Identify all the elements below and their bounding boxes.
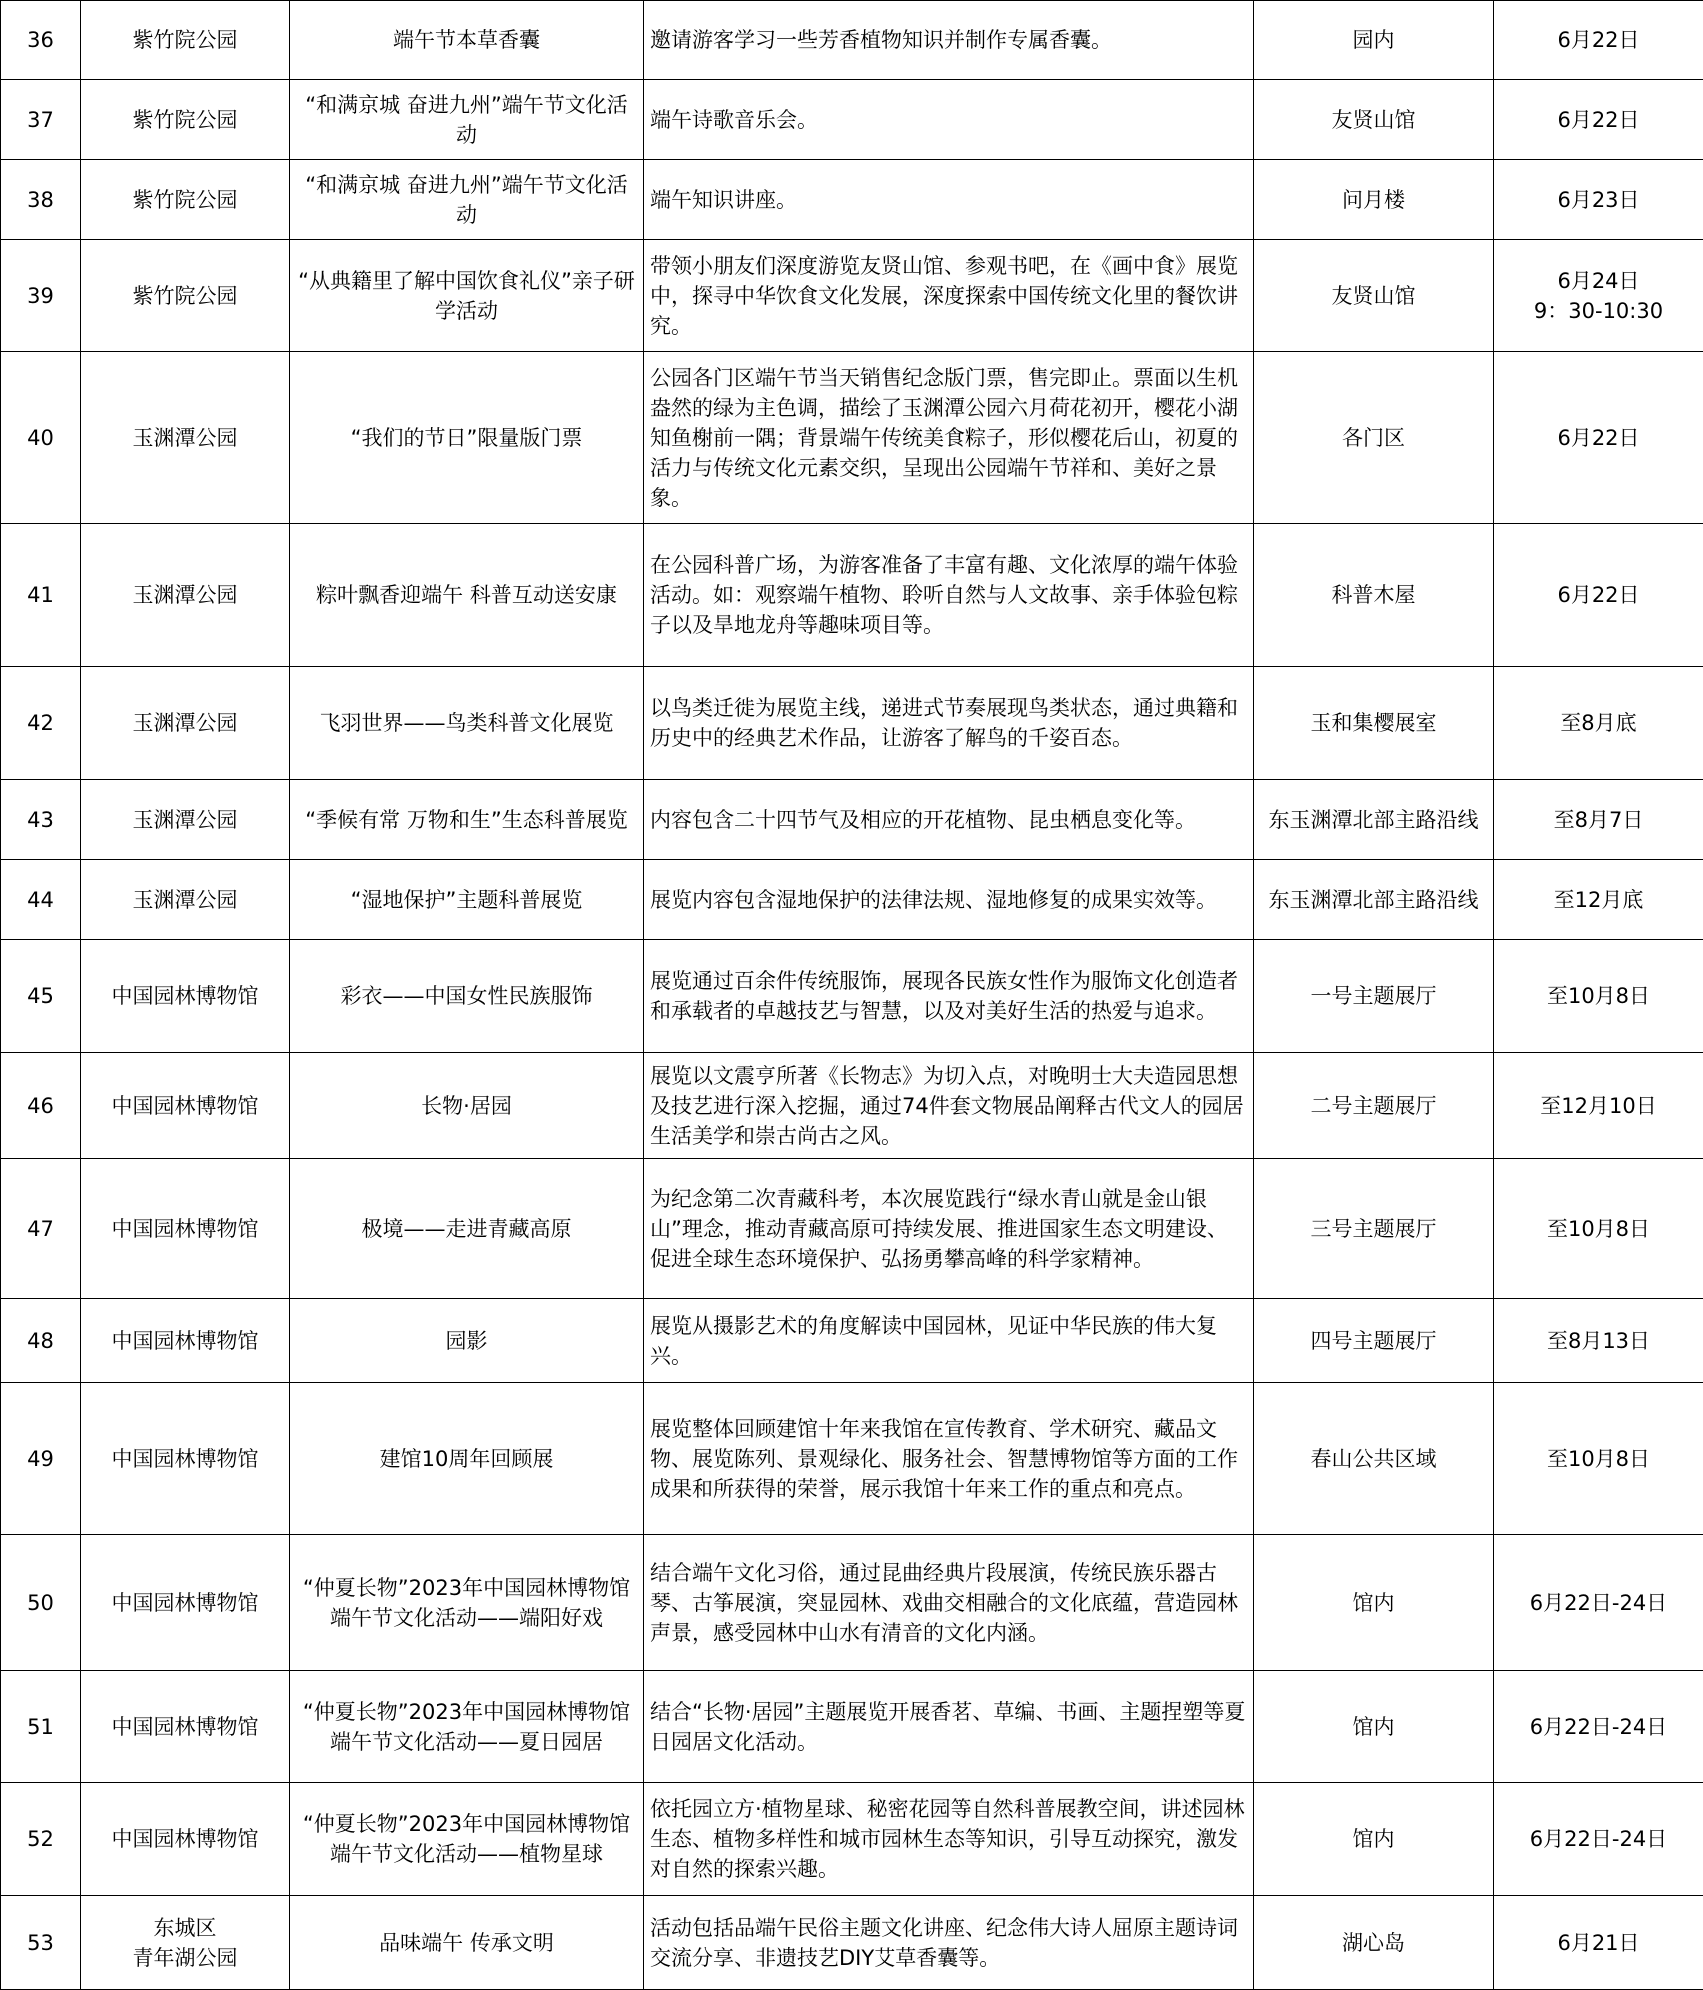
row-number: 50 [1, 1535, 81, 1671]
activity-location: 春山公共区域 [1254, 1383, 1494, 1535]
activity-name: “仲夏长物”2023年中国园林博物馆端午节文化活动——植物星球 [290, 1783, 644, 1896]
venue-name: 中国园林博物馆 [81, 1159, 290, 1299]
activity-content: 结合端午文化习俗，通过昆曲经典片段展演，传统民族乐器古琴、古筝展演，突显园林、戏曲交相融合的文化底蕴，营造园林声景，感受园林中山水有清音的文化内涵。 [644, 1535, 1254, 1671]
activity-name: “和满京城 奋进九州”端午节文化活动 [290, 160, 644, 240]
activity-location: 馆内 [1254, 1535, 1494, 1671]
row-number: 37 [1, 80, 81, 160]
venue-name: 中国园林博物馆 [81, 1383, 290, 1535]
activity-location: 二号主题展厅 [1254, 1053, 1494, 1159]
venue-name: 紫竹院公园 [81, 1, 290, 80]
activity-location: 湖心岛 [1254, 1896, 1494, 1990]
table-row [1, 240, 1703, 352]
activity-time: 6月22日-24日 [1494, 1535, 1703, 1671]
activity-time: 6月22日 [1494, 1, 1703, 80]
table-row [1, 160, 1703, 240]
venue-name: 中国园林博物馆 [81, 940, 290, 1053]
activity-name: 彩衣——中国女性民族服饰 [290, 940, 644, 1053]
row-number: 53 [1, 1896, 81, 1990]
row-number: 46 [1, 1053, 81, 1159]
activity-name: 长物·居园 [290, 1053, 644, 1159]
activity-name: “湿地保护”主题科普展览 [290, 860, 644, 940]
activity-name: “我们的节日”限量版门票 [290, 352, 644, 524]
row-number: 39 [1, 240, 81, 352]
activity-location: 友贤山馆 [1254, 80, 1494, 160]
activity-name: “季候有常 万物和生”生态科普展览 [290, 780, 644, 860]
table-row [1, 1671, 1703, 1783]
activity-content: 展览以文震亨所著《长物志》为切入点，对晚明士大夫造园思想及技艺进行深入挖掘，通过74件套文物展品阐释古代文人的园居生活美学和崇古尚古之风。 [644, 1053, 1254, 1159]
row-number: 51 [1, 1671, 81, 1783]
activity-name: “仲夏长物”2023年中国园林博物馆端午节文化活动——夏日园居 [290, 1671, 644, 1783]
venue-name: 中国园林博物馆 [81, 1053, 290, 1159]
row-number: 36 [1, 1, 81, 80]
row-number: 45 [1, 940, 81, 1053]
activity-name: “仲夏长物”2023年中国园林博物馆端午节文化活动——端阳好戏 [290, 1535, 644, 1671]
activity-content: 为纪念第二次青藏科考，本次展览践行“绿水青山就是金山银山”理念，推动青藏高原可持续发展、推进国家生态文明建设、促进全球生态环境保护、弘扬勇攀高峰的科学家精神。 [644, 1159, 1254, 1299]
row-number: 42 [1, 667, 81, 780]
activity-name: 建馆10周年回顾展 [290, 1383, 644, 1535]
row-number: 49 [1, 1383, 81, 1535]
venue-name: 中国园林博物馆 [81, 1535, 290, 1671]
activity-time: 至8月7日 [1494, 780, 1703, 860]
activity-content: 展览内容包含湿地保护的法律法规、湿地修复的成果实效等。 [644, 860, 1254, 940]
activity-location: 东玉渊潭北部主路沿线 [1254, 780, 1494, 860]
activity-location: 问月楼 [1254, 160, 1494, 240]
activity-time: 6月22日 [1494, 352, 1703, 524]
table-row [1, 1896, 1703, 1990]
venue-name: 中国园林博物馆 [81, 1299, 290, 1383]
row-number: 48 [1, 1299, 81, 1383]
activity-content: 端午知识讲座。 [644, 160, 1254, 240]
table-row [1, 80, 1703, 160]
table-row [1, 1383, 1703, 1535]
activity-time: 至10月8日 [1494, 1383, 1703, 1535]
activity-location: 三号主题展厅 [1254, 1159, 1494, 1299]
activity-time: 6月22日 [1494, 80, 1703, 160]
row-number: 40 [1, 352, 81, 524]
table-row [1, 1, 1703, 80]
activity-content: 以鸟类迁徙为展览主线，递进式节奏展现鸟类状态，通过典籍和历史中的经典艺术作品，让游客了解鸟的千姿百态。 [644, 667, 1254, 780]
table-row [1, 352, 1703, 524]
activity-location: 各门区 [1254, 352, 1494, 524]
activity-content: 公园各门区端午节当天销售纪念版门票，售完即止。票面以生机盎然的绿为主色调，描绘了玉渊潭公园六月荷花初开，樱花小湖知鱼榭前一隅；背景端午传统美食粽子，形似樱花后山，初夏的活力与传统文化元素交织，呈现出公园端午节祥和、美好之景象。 [644, 352, 1254, 524]
venue-name: 东城区 青年湖公园 [81, 1896, 290, 1990]
activity-location: 东玉渊潭北部主路沿线 [1254, 860, 1494, 940]
activity-time: 至8月13日 [1494, 1299, 1703, 1383]
activity-content: 邀请游客学习一些芳香植物知识并制作专属香囊。 [644, 1, 1254, 80]
activity-location: 园内 [1254, 1, 1494, 80]
activity-location: 玉和集樱展室 [1254, 667, 1494, 780]
activity-location: 四号主题展厅 [1254, 1299, 1494, 1383]
venue-name: 玉渊潭公园 [81, 780, 290, 860]
activity-time: 至8月底 [1494, 667, 1703, 780]
activity-time: 至10月8日 [1494, 1159, 1703, 1299]
activity-name: 飞羽世界——鸟类科普文化展览 [290, 667, 644, 780]
activity-time: 6月21日 [1494, 1896, 1703, 1990]
activity-location: 科普木屋 [1254, 524, 1494, 667]
activity-name: “和满京城 奋进九州”端午节文化活动 [290, 80, 644, 160]
venue-name: 紫竹院公园 [81, 80, 290, 160]
activity-content: 活动包括品端午民俗主题文化讲座、纪念伟大诗人屈原主题诗词交流分享、非遗技艺DIY艾草香囊等。 [644, 1896, 1254, 1990]
venue-name: 玉渊潭公园 [81, 524, 290, 667]
table-row [1, 1299, 1703, 1383]
activity-time: 6月22日-24日 [1494, 1671, 1703, 1783]
table-row [1, 1783, 1703, 1896]
activity-content: 结合“长物·居园”主题展览开展香茗、草编、书画、主题捏塑等夏日园居文化活动。 [644, 1671, 1254, 1783]
activity-time: 至10月8日 [1494, 940, 1703, 1053]
activity-content: 展览从摄影艺术的角度解读中国园林，见证中华民族的伟大复兴。 [644, 1299, 1254, 1383]
table-row [1, 524, 1703, 667]
activity-table-body [1, 1, 1703, 1990]
venue-name: 中国园林博物馆 [81, 1783, 290, 1896]
venue-name: 紫竹院公园 [81, 160, 290, 240]
venue-name: 玉渊潭公园 [81, 860, 290, 940]
activity-name: 园影 [290, 1299, 644, 1383]
table-row [1, 1053, 1703, 1159]
table-row [1, 667, 1703, 780]
activity-name: 品味端午 传承文明 [290, 1896, 644, 1990]
activity-name: 端午节本草香囊 [290, 1, 644, 80]
activity-time: 至12月底 [1494, 860, 1703, 940]
row-number: 38 [1, 160, 81, 240]
activity-time: 至12月10日 [1494, 1053, 1703, 1159]
activity-content: 端午诗歌音乐会。 [644, 80, 1254, 160]
table-row [1, 1159, 1703, 1299]
venue-name: 玉渊潭公园 [81, 352, 290, 524]
row-number: 52 [1, 1783, 81, 1896]
table-row [1, 1535, 1703, 1671]
activity-content: 依托园立方·植物星球、秘密花园等自然科普展教空间，讲述园林生态、植物多样性和城市园林生态等知识，引导互动探究，激发对自然的探索兴趣。 [644, 1783, 1254, 1896]
activity-content: 内容包含二十四节气及相应的开花植物、昆虫栖息变化等。 [644, 780, 1254, 860]
venue-name: 紫竹院公园 [81, 240, 290, 352]
row-number: 43 [1, 780, 81, 860]
row-number: 44 [1, 860, 81, 940]
table-row [1, 780, 1703, 860]
table-row [1, 860, 1703, 940]
activity-location: 友贤山馆 [1254, 240, 1494, 352]
activity-time: 6月22日-24日 [1494, 1783, 1703, 1896]
activity-location: 一号主题展厅 [1254, 940, 1494, 1053]
activity-time: 6月22日 [1494, 524, 1703, 667]
activity-time: 6月23日 [1494, 160, 1703, 240]
table-row [1, 940, 1703, 1053]
row-number: 41 [1, 524, 81, 667]
activity-content: 带领小朋友们深度游览友贤山馆、参观书吧，在《画中食》展览中，探寻中华饮食文化发展，深度探索中国传统文化里的餐饮讲究。 [644, 240, 1254, 352]
activity-name: 极境——走进青藏高原 [290, 1159, 644, 1299]
activity-content: 展览整体回顾建馆十年来我馆在宣传教育、学术研究、藏品文物、展览陈列、景观绿化、服务社会、智慧博物馆等方面的工作成果和所获得的荣誉，展示我馆十年来工作的重点和亮点。 [644, 1383, 1254, 1535]
activity-time: 6月24日 9：30-10:30 [1494, 240, 1703, 352]
activity-location: 馆内 [1254, 1671, 1494, 1783]
activity-content: 展览通过百余件传统服饰，展现各民族女性作为服饰文化创造者和承载者的卓越技艺与智慧，以及对美好生活的热爱与追求。 [644, 940, 1254, 1053]
venue-name: 玉渊潭公园 [81, 667, 290, 780]
activity-name: 粽叶飘香迎端午 科普互动送安康 [290, 524, 644, 667]
venue-name: 中国园林博物馆 [81, 1671, 290, 1783]
row-number: 47 [1, 1159, 81, 1299]
activity-name: “从典籍里了解中国饮食礼仪”亲子研学活动 [290, 240, 644, 352]
activity-content: 在公园科普广场，为游客准备了丰富有趣、文化浓厚的端午体验活动。如：观察端午植物、聆听自然与人文故事、亲手体验包粽子以及旱地龙舟等趣味项目等。 [644, 524, 1254, 667]
activity-location: 馆内 [1254, 1783, 1494, 1896]
